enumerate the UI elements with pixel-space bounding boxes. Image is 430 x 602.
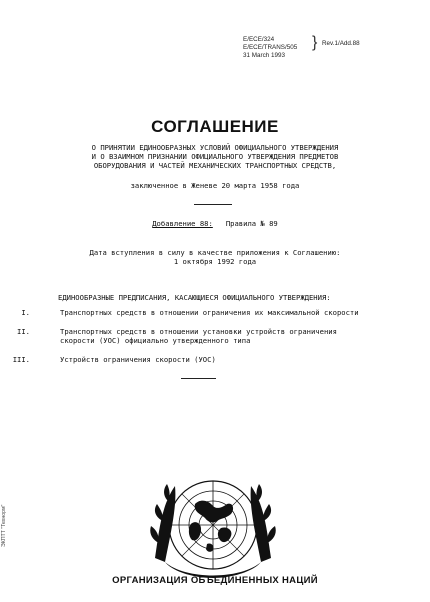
list-item-text-line-2: скорости (УОС) официально утвержденного типа: [60, 336, 251, 345]
separator-rule-2: [181, 378, 216, 379]
list-item-text: [60, 327, 380, 345]
list-item-number: I.: [21, 308, 30, 317]
list-item: [0, 355, 430, 365]
list-item: [0, 327, 430, 347]
list-item: [0, 308, 430, 318]
document-title: СОГЛАШЕНИЕ: [151, 117, 279, 136]
side-stamp: ЭКПТТ "Технорм": [1, 504, 7, 547]
doc-ref-symbol-1: E/ECE/324: [243, 36, 275, 43]
list-item-text-line-1: Транспортных средств в отношении установки устройств ограничения: [60, 327, 337, 336]
entry-line-2: 1 октября 1992 года: [173, 257, 257, 266]
revision-brace: }: [312, 34, 318, 51]
concluded-line: заключенное в Женеве 20 марта 1958 года: [130, 181, 300, 190]
list-item-text: Транспортных средств в отношении ограничения их максимальной скорости: [60, 308, 359, 317]
doc-ref-symbol-2: E/ECE/TRANS/505: [243, 44, 298, 51]
organization-name: ОРГАНИЗАЦИЯ ОБЪЕДИНЕННЫХ НАЦИЙ: [112, 575, 318, 586]
document-reference: [243, 36, 297, 60]
list-item-text: Устройств ограничения скорости (УОС): [60, 355, 216, 364]
doc-date: 31 March 1993: [243, 52, 286, 59]
separator-rule-1: [194, 204, 232, 205]
subtitle-line-2: И О ВЗАИМНОМ ПРИЗНАНИИ ОФИЦИАЛЬНОГО УТВЕРЖДЕНИЯ ПРЕДМЕТОВ: [91, 152, 339, 161]
uniform-provisions-heading: ЕДИНООБРАЗНЫЕ ПРЕДПИСАНИЯ, КАСАЮЩИЕСЯ ОФИЦИАЛЬНОГО УТВЕРЖДЕНИЯ:: [58, 293, 331, 302]
document-subtitle: [45, 143, 385, 170]
entry-line-1: Дата вступления в силу в качестве приложения к Соглашению:: [89, 248, 341, 257]
entry-into-force: [0, 248, 430, 266]
addendum-label: Добавление 88:: [152, 219, 213, 228]
addendum-rule-number: Правила № 89: [225, 219, 278, 228]
subtitle-line-3: ОБОРУДОВАНИЯ И ЧАСТЕЙ МЕХАНИЧЕСКИХ ТРАНСПОРТНЫХ СРЕДСТВ,: [93, 161, 337, 170]
addendum-line: [0, 219, 430, 228]
list-item-number: II.: [17, 327, 30, 336]
list-item-number: III.: [12, 355, 30, 364]
revision-number: Rev.1/Add.88: [322, 40, 360, 47]
subtitle-line-1: О ПРИНЯТИИ ЕДИНООБРАЗНЫХ УСЛОВИЙ ОФИЦИАЛЬНОГО УТВЕРЖДЕНИЯ: [91, 143, 339, 152]
